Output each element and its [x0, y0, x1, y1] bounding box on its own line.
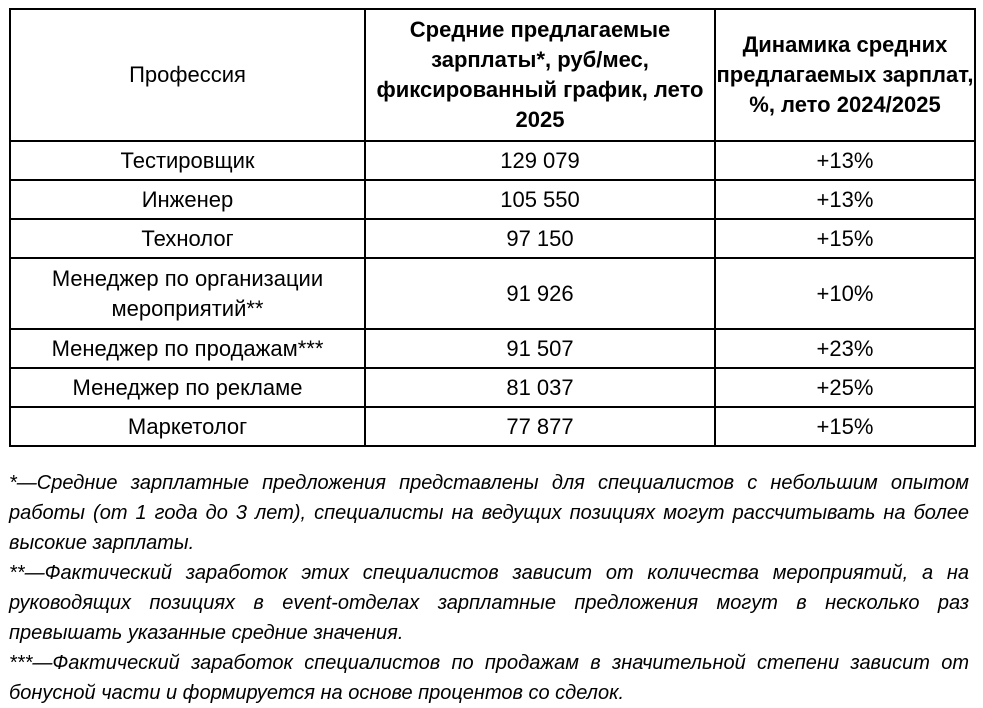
cell-profession: Технолог [10, 219, 365, 258]
cell-change: +23% [715, 329, 975, 368]
header-change: Динамика средних предлагаемых зарплат, %, лето 2024/2025 [715, 9, 975, 141]
cell-profession: Маркетолог [10, 407, 365, 446]
cell-change: +15% [715, 407, 975, 446]
table-header-row [10, 9, 975, 141]
table-row [10, 258, 975, 329]
table-row [10, 329, 975, 368]
cell-salary: 105 550 [365, 180, 715, 219]
cell-profession: Менеджер по рекламе [10, 368, 365, 407]
header-profession: Профессия [10, 9, 365, 141]
cell-salary: 91 507 [365, 329, 715, 368]
cell-salary: 81 037 [365, 368, 715, 407]
cell-change: +13% [715, 180, 975, 219]
cell-profession: Менеджер по продажам*** [10, 329, 365, 368]
table-row [10, 180, 975, 219]
table-row [10, 219, 975, 258]
header-salary: Средние предлагаемые зарплаты*, руб/мес, фиксированный график, лето 2025 [365, 9, 715, 141]
footnote-2: **—Фактический заработок этих специалистов зависит от количества мероприятий, а на руководящих позициях в event-отделах зарплатные предложения могут в несколько раз превышать указанные средние значения. [9, 562, 969, 644]
cell-change: +15% [715, 219, 975, 258]
footnote-3: ***—Фактический заработок специалистов по продажам в значительной степени зависит от бонусной части и формируется на основе процентов со сделок. [9, 652, 969, 704]
cell-profession: Менеджер по организации мероприятий** [10, 258, 365, 329]
footnotes [9, 468, 969, 708]
cell-salary: 129 079 [365, 141, 715, 180]
cell-change: +13% [715, 141, 975, 180]
cell-salary: 97 150 [365, 219, 715, 258]
table-row [10, 407, 975, 446]
cell-profession: Инженер [10, 180, 365, 219]
table-row [10, 141, 975, 180]
cell-salary: 91 926 [365, 258, 715, 329]
cell-change: +10% [715, 258, 975, 329]
cell-salary: 77 877 [365, 407, 715, 446]
salary-table [9, 8, 976, 447]
cell-change: +25% [715, 368, 975, 407]
footnote-1: *—Средние зарплатные предложения представлены для специалистов с небольшим опытом работы (от 1 года до 3 лет), специалисты на ведущих позициях могут рассчитывать на более высокие зарплаты. [9, 472, 969, 554]
table-row [10, 368, 975, 407]
cell-profession: Тестировщик [10, 141, 365, 180]
